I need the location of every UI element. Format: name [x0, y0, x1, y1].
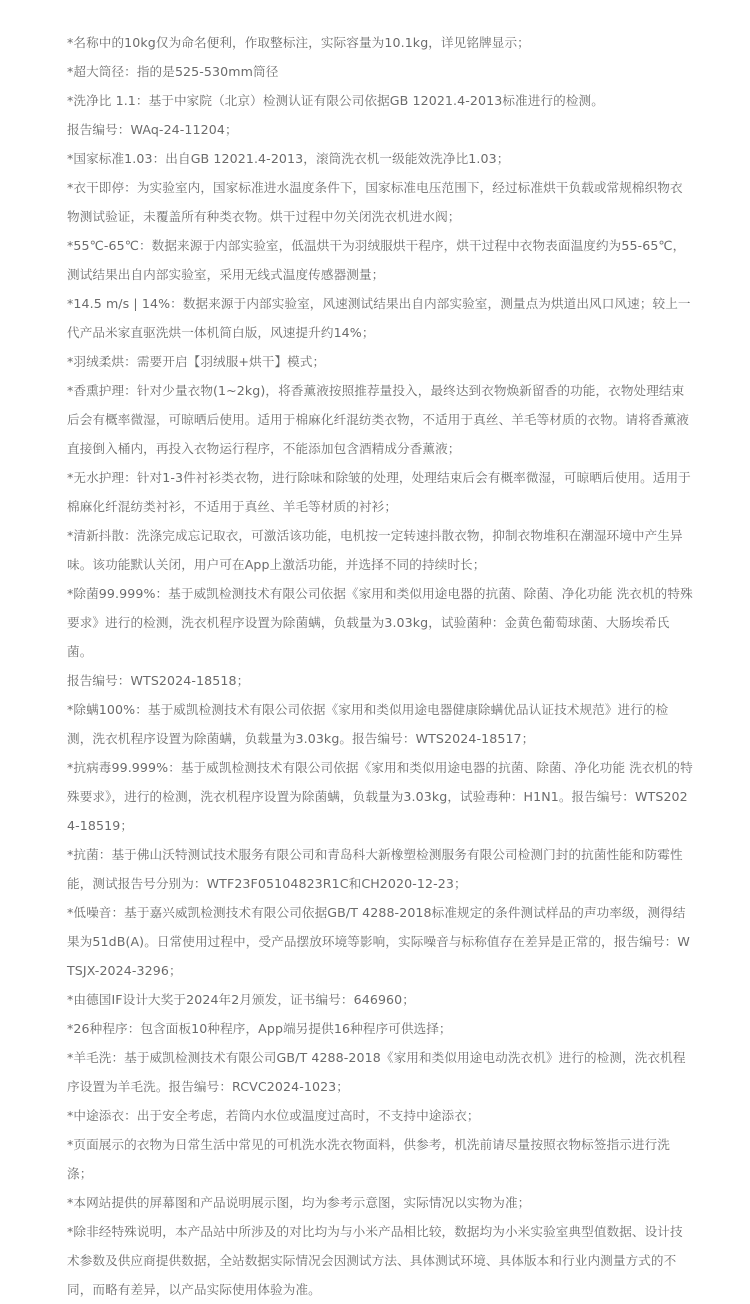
footnote-fresh-shake: *清新抖散：洗涤完成忘记取衣，可激活该功能，电机按一定转速抖散衣物，抑制衣物堆积在潮湿环境中产生异味。该功能默认关闭，用户可在App上激活功能，并选择不同的持续时长； [67, 528, 683, 572]
footnote-drum-diameter: *超大筒径：指的是525-530mm筒径 [67, 64, 279, 79]
footnote-wash-ratio-report: 报告编号：WAq-24-11204； [67, 122, 238, 137]
footnote-sterilization: *除菌99.999%：基于威凯检测技术有限公司依据《家用和类似用途电器的抗菌、除菌、净化功能 洗衣机的特殊要求》进行的检测，洗衣机程序设置为除菌螨，负载量为3.03kg，试验菌种：金黄色葡萄球菌、大肠埃希氏菌。 [67, 586, 693, 659]
footnote-down-dry: *羽绒柔烘：需要开启【羽绒服+烘干】模式； [67, 354, 326, 369]
footnote-drying-temperature: *55℃-65℃：数据来源于内部实验室，低温烘干为羽绒服烘干程序，烘干过程中衣物表面温度约为55-65℃，测试结果出自内部实验室，采用无线式温度传感器测量； [67, 238, 686, 282]
footnote-dry-stop: *衣干即停：为实验室内，国家标准进水温度条件下，国家标准电压范围下，经过标准烘干负载或常规棉织物衣物测试验证，未覆盖所有种类衣物。烘干过程中勿关闭洗衣机进水阀； [67, 180, 683, 224]
footnote-comparison-disclaimer: *除非经特殊说明，本产品站中所涉及的对比均为与小米产品相比较，数据均为小米实验室典型值数据、设计技术参数及供应商提供数据，全站数据实际情况会因测试方法、具体测试环境、具体版本和行业内测量方式的不同，而略有差异，以产品实际使用体验为准。 [67, 1224, 683, 1297]
footnote-fabric-display: *页面展示的衣物为日常生活中常见的可机洗水洗衣物面料，供参考，机洗前请尽量按照衣物标签指示进行洗涤； [67, 1137, 671, 1181]
footnote-sterilization-report: 报告编号：WTS2024-18518； [67, 673, 250, 688]
footnote-wash-ratio: *洗净比 1.1：基于中家院（北京）检测认证有限公司依据GB 12021.4-2013标准进行的检测。 [67, 93, 604, 108]
footnote-if-award: *由德国IF设计大奖于2024年2月颁发，证书编号：646960； [67, 992, 415, 1007]
footnote-low-noise: *低噪音：基于嘉兴威凯检测技术有限公司依据GB/T 4288-2018标准规定的条件测试样品的声功率级，测得结果为51dB(A)。日常使用过程中，受产品摆放环境等影响，实际噪音与标称值存在差异是正常的，报告编号：WTSJX-2024-3296； [67, 905, 690, 978]
footnote-antivirus: *抗病毒99.999%：基于威凯检测技术有限公司依据《家用和类似用途电器的抗菌、除菌、净化功能 洗衣机的特殊要求》，进行的检测，洗衣机程序设置为除菌螨，负载量为3.03kg，试验毒种：H1N1。报告编号：WTS2024-18519； [67, 760, 693, 833]
footnote-screen-images: *本网站提供的屏幕图和产品说明展示图，均为参考示意图，实际情况以实物为准； [67, 1195, 531, 1210]
footnote-fragrance-care: *香熏护理：针对少量衣物(1~2kg)，将香薰液按照推荐量投入，最终达到衣物焕新留香的功能，衣物处理结束后会有概率微湿，可晾晒后使用。适用于棉麻化纤混纺类衣物，不适用于真丝、羊毛等材质的衣物。请将香薰液直接倒入桶内，再投入衣物运行程序，不能添加包含酒精成分香薰液； [67, 383, 689, 456]
footnote-wool-wash: *羊毛洗：基于威凯检测技术有限公司GB/T 4288-2018《家用和类似用途电动洗衣机》进行的检测，洗衣机程序设置为羊毛洗。报告编号：RCVC2024-1023； [67, 1050, 686, 1094]
footnotes-list [67, 28, 693, 1304]
footnote-capacity: *名称中的10kg仅为命名便利，作取整标注，实际容量为10.1kg，详见铭牌显示； [67, 35, 530, 50]
footnote-programs: *26种程序：包含面板10种程序，App端另提供16种程序可供选择； [67, 1021, 452, 1036]
footnote-antibacterial: *抗菌：基于佛山沃特测试技术服务有限公司和青岛科大新橡塑检测服务有限公司检测门封的抗菌性能和防霉性能，测试报告号分别为：WTF23F05104823R1C和CH2020-12-23； [67, 847, 683, 891]
footnote-waterless-care: *无水护理：针对1-3件衬衫类衣物，进行除味和除皱的处理，处理结束后会有概率微湿，可晾晒后使用。适用于棉麻化纤混纺类衬衫，不适用于真丝、羊毛等材质的衬衫； [67, 470, 691, 514]
footnote-mite-removal: *除螨100%：基于威凯检测技术有限公司依据《家用和类似用途电器健康除螨优品认证技术规范》进行的检测，洗衣机程序设置为除菌螨，负载量为3.03kg。报告编号：WTS2024-18517； [67, 702, 669, 746]
footnote-wind-speed: *14.5 m/s | 14%：数据来源于内部实验室，风速测试结果出自内部实验室，测量点为烘道出风口风速；较上一代产品米家直驱洗烘一体机简白版，风速提升约14%； [67, 296, 691, 340]
footnote-national-standard: *国家标准1.03：出自GB 12021.4-2013，滚筒洗衣机一级能效洗净比1.03； [67, 151, 510, 166]
footnote-add-clothes: *中途添衣：出于安全考虑，若筒内水位或温度过高时，不支持中途添衣； [67, 1108, 480, 1123]
